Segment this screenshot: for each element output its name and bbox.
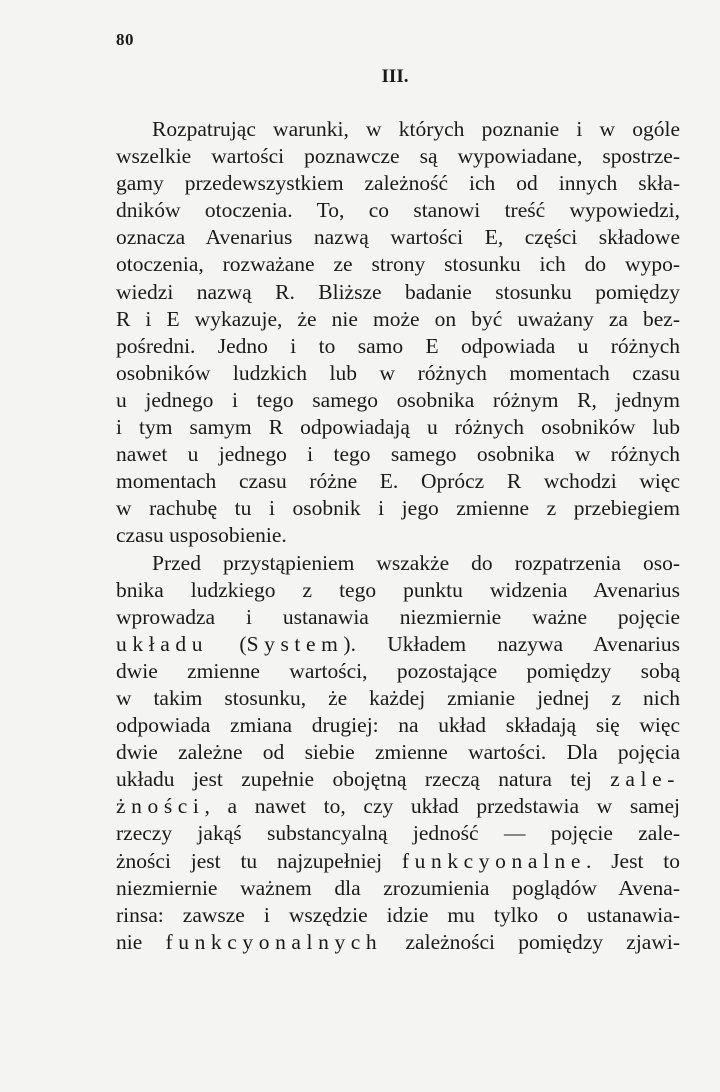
text-line <box>116 929 680 956</box>
spaced-term: System <box>246 631 344 656</box>
text-line: bnika ludzkiego z tego punktu widzenia Avenarius <box>116 577 680 602</box>
text-line <box>116 631 680 658</box>
text-line: momentach czasu różne E. Oprócz R wchodzi więc <box>116 469 680 494</box>
text-line: dwie zależne od siebie zmienne wartości. Dla pojęcia <box>116 740 680 765</box>
text-line: niezmiernie ważnem dla zrozumienia poglądów Avena- <box>116 875 680 900</box>
spaced-term: zale- <box>610 767 680 792</box>
text-line: wprowadza i ustanawia niezmiernie ważne pojęcie <box>116 604 680 629</box>
text-line: dników otoczenia. To, co stanowi treść wypowiedzi, <box>116 198 680 223</box>
spaced-term: układu <box>116 631 209 656</box>
text-fragment: żności jest tu najzupełniej <box>116 848 402 873</box>
body-text <box>116 116 680 956</box>
text-line: u jednego i tego samego osobnika różnym R, jednym <box>116 387 680 412</box>
text-line: wszelkie wartości poznawcze są wypowiadane, spostrze- <box>116 144 680 169</box>
page-number: 80 <box>116 30 134 49</box>
text-line: rinsa: zawsze i wszędzie idzie mu tylko o ustanawia- <box>116 902 680 927</box>
text-line: wiedzi nazwą R. Bliższe badanie stosunku pomiędzy <box>116 279 680 304</box>
text-line: czasu usposobienie. <box>116 523 287 548</box>
text-line: R i E wykazuje, że nie może on być uważany za bez- <box>116 306 680 331</box>
text-line: gamy przedewszystkiem zależność ich od innych skła- <box>116 171 680 196</box>
text-fragment: ). Układem nazywa Avenarius <box>343 631 680 656</box>
text-line: pośredni. Jedno i to samo E odpowiada u różnych <box>116 333 680 358</box>
text-line <box>116 766 680 793</box>
text-line: Rozpatrując warunki, w których poznanie i w ogóle <box>152 117 680 141</box>
spaced-term: funkcyonalnych <box>165 929 383 954</box>
spaced-term: funkcyonalne <box>401 848 586 873</box>
text-line: rzeczy jakąś substancyalną jedność — pojęcie zale- <box>116 821 680 846</box>
text-line: oznacza Avenarius nazwą wartości E, części składowe <box>116 225 680 250</box>
spaced-term: żności <box>116 794 205 819</box>
text-line: odpowiada zmiana drugiej: na układ składają się więc <box>116 713 680 738</box>
text-line: i tym samym R odpowiadają u różnych osobników lub <box>116 415 680 440</box>
text-fragment: ( <box>208 631 247 656</box>
text-line <box>116 793 680 820</box>
text-line: w takim stosunku, że każdej zmianie jednej z nich <box>116 685 680 710</box>
text-fragment: nie <box>116 929 166 954</box>
text-line: otoczenia, rozważane ze strony stosunku ich do wypo- <box>116 252 680 277</box>
text-fragment: . Jest to <box>585 848 680 873</box>
text-line: Przed przystąpieniem wszakże do rozpatrzenia oso- <box>152 550 680 575</box>
chapter-heading: III. <box>381 66 409 87</box>
text-line: osobników ludzkich lub w różnych momentach czasu <box>116 360 680 385</box>
text-line: w rachubę tu i osobnik i jego zmienne z przebiegiem <box>116 496 680 521</box>
text-line: nawet u jednego i tego samego osobnika w różnych <box>116 442 680 467</box>
text-fragment: zależności pomiędzy zjawi- <box>382 929 680 954</box>
text-fragment: układu jest zupełnie obojętną rzeczą natura tej <box>116 767 611 792</box>
text-line: dwie zmienne wartości, pozostające pomiędzy sobą <box>116 658 680 683</box>
text-fragment: , a nawet to, czy układ przedstawia w samej <box>204 794 680 819</box>
text-line <box>116 848 680 875</box>
